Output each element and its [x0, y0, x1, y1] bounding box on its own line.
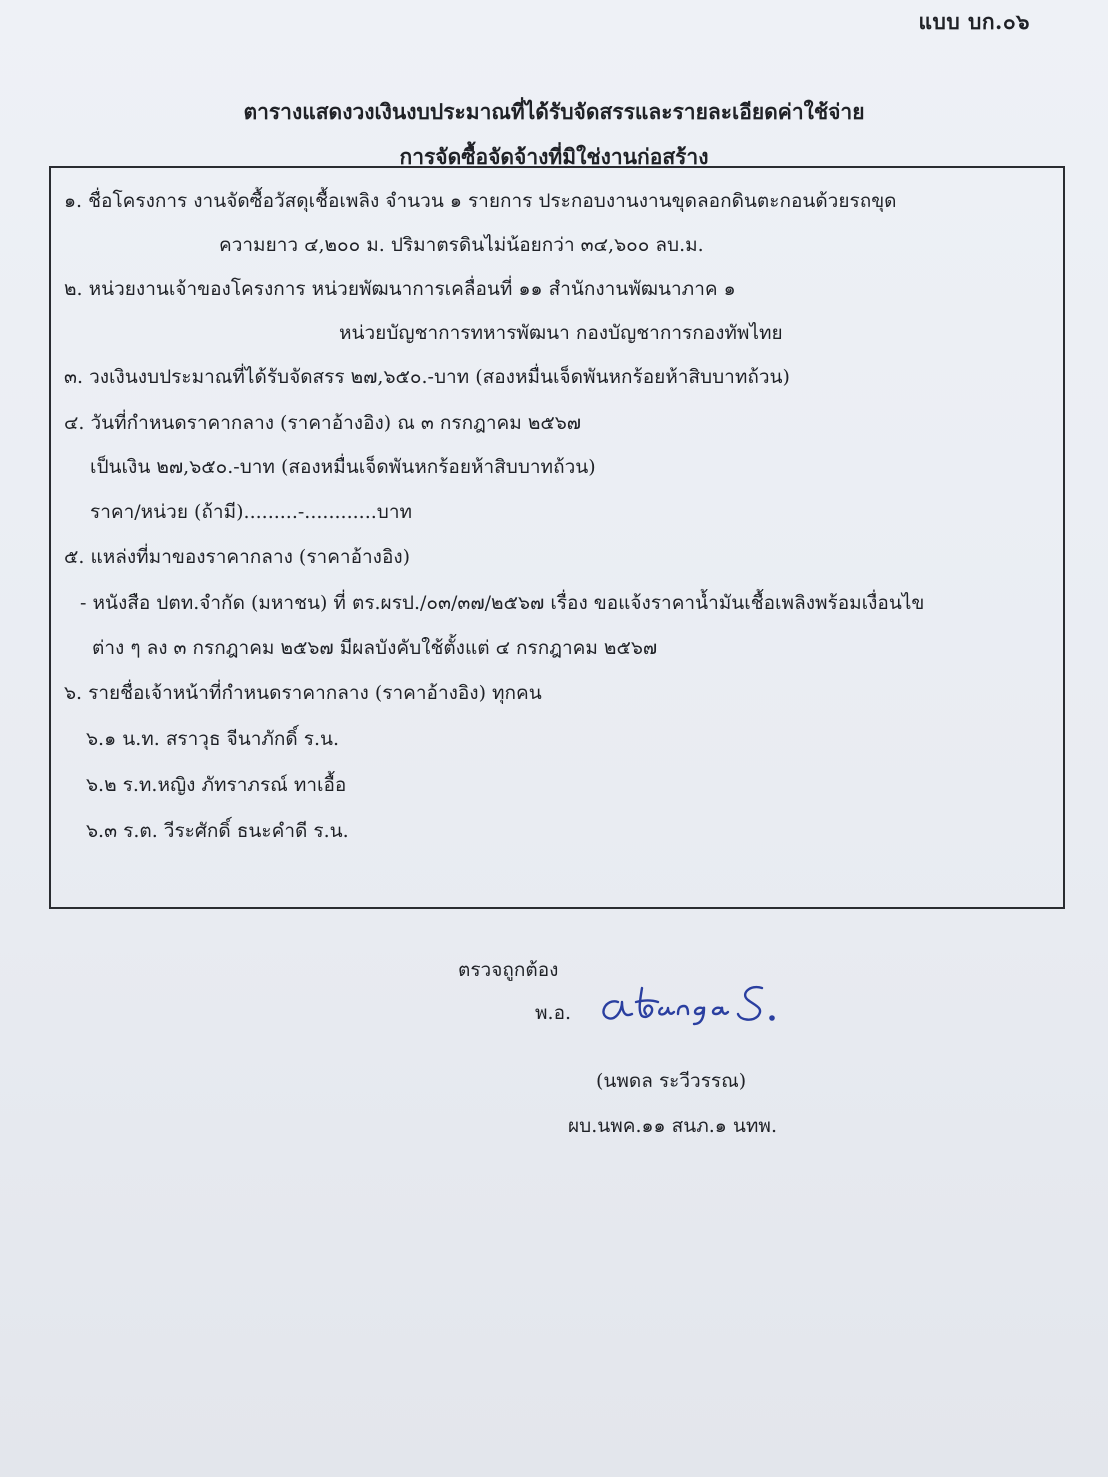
item5-source-letter: - หนังสือ ปตท.จำกัด (มหาชน) ที่ ตร.ผรป./๐๓/๓๗/๒๕๖๗ เรื่อง ขอแจ้งราคาน้ำมันเชื้อเพลิงพร้อมเงื่อนไข — [80, 592, 925, 614]
item1-project-name: ๑. ชื่อโครงการ งานจัดซื้อวัสดุเชื้อเพลิง จำนวน ๑ รายการ ประกอบงานงานขุดลอกดินตะกอนด้วยรถขุด — [64, 190, 897, 212]
item6-officers-heading: ๖. รายชื่อเจ้าหน้าที่กำหนดราคากลาง (ราคาอ้างอิง) ทุกคน — [64, 682, 542, 704]
document-title: ตารางแสดงวงเงินงบประมาณที่ได้รับจัดสรรและรายละเอียดค่าใช้จ่าย — [243, 99, 865, 124]
item5-source-effective: ต่าง ๆ ลง ๓ กรกฎาคม ๒๕๖๗ มีผลบังคับใช้ตั้งแต่ ๔ กรกฎาคม ๒๕๖๗ — [92, 637, 658, 659]
item1-project-detail: ความยาว ๔,๒๐๐ ม. ปริมาตรดินไม่น้อยกว่า ๓๔,๖๐๐ ลบ.ม. — [219, 234, 704, 256]
item6-officer-1: ๖.๑ น.ท. สราวุธ จีนาภักดิ์ ร.น. — [86, 728, 340, 750]
item4-unit-price: ราคา/หน่วย (ถ้ามี).........-............บาท — [90, 501, 413, 523]
item6-officer-2: ๖.๒ ร.ท.หญิง ภัทราภรณ์ ทาเอื้อ — [86, 774, 347, 796]
item3-budget: ๓. วงเงินงบประมาณที่ได้รับจัดสรร ๒๗,๖๕๐.-บาท (สองหมื่นเจ็ดพันหกร้อยห้าสิบบาทถ้วน) — [64, 366, 790, 388]
item2-owner-unit: ๒. หน่วยงานเจ้าของโครงการ หน่วยพัฒนาการเคลื่อนที่ ๑๑ สำนักงานพัฒนาภาค ๑ — [64, 278, 736, 300]
item6-officer-3: ๖.๓ ร.ต. วีระศักดิ์ ธนะคำดี ร.น. — [86, 820, 349, 842]
signer-position: ผบ.นพค.๑๑ สนภ.๑ นทพ. — [568, 1115, 777, 1137]
item5-source-heading: ๕. แหล่งที่มาของราคากลาง (ราคาอ้างอิง) — [64, 546, 411, 568]
verified-label: ตรวจถูกต้อง — [458, 959, 559, 981]
document-subtitle: การจัดซื้อจัดจ้างที่มิใช่งานก่อสร้าง — [399, 144, 709, 169]
signer-rank: พ.อ. — [535, 1002, 572, 1024]
item2-owner-command: หน่วยบัญชาการทหารพัฒนา กองบัญชาการกองทัพไทย — [339, 322, 783, 344]
form-code: แบบ บก.๐๖ — [918, 9, 1030, 34]
signer-full-name: (นพดล ระวีวรรณ) — [596, 1070, 747, 1092]
item4-amount: เป็นเงิน ๒๗,๖๕๐.-บาท (สองหมื่นเจ็ดพันหกร้อยห้าสิบบาทถ้วน) — [90, 456, 596, 478]
item4-reference-date: ๔. วันที่กำหนดราคากลาง (ราคาอ้างอิง) ณ ๓ กรกฎาคม ๒๕๖๗ — [64, 412, 582, 434]
handwritten-signature — [596, 980, 786, 1028]
